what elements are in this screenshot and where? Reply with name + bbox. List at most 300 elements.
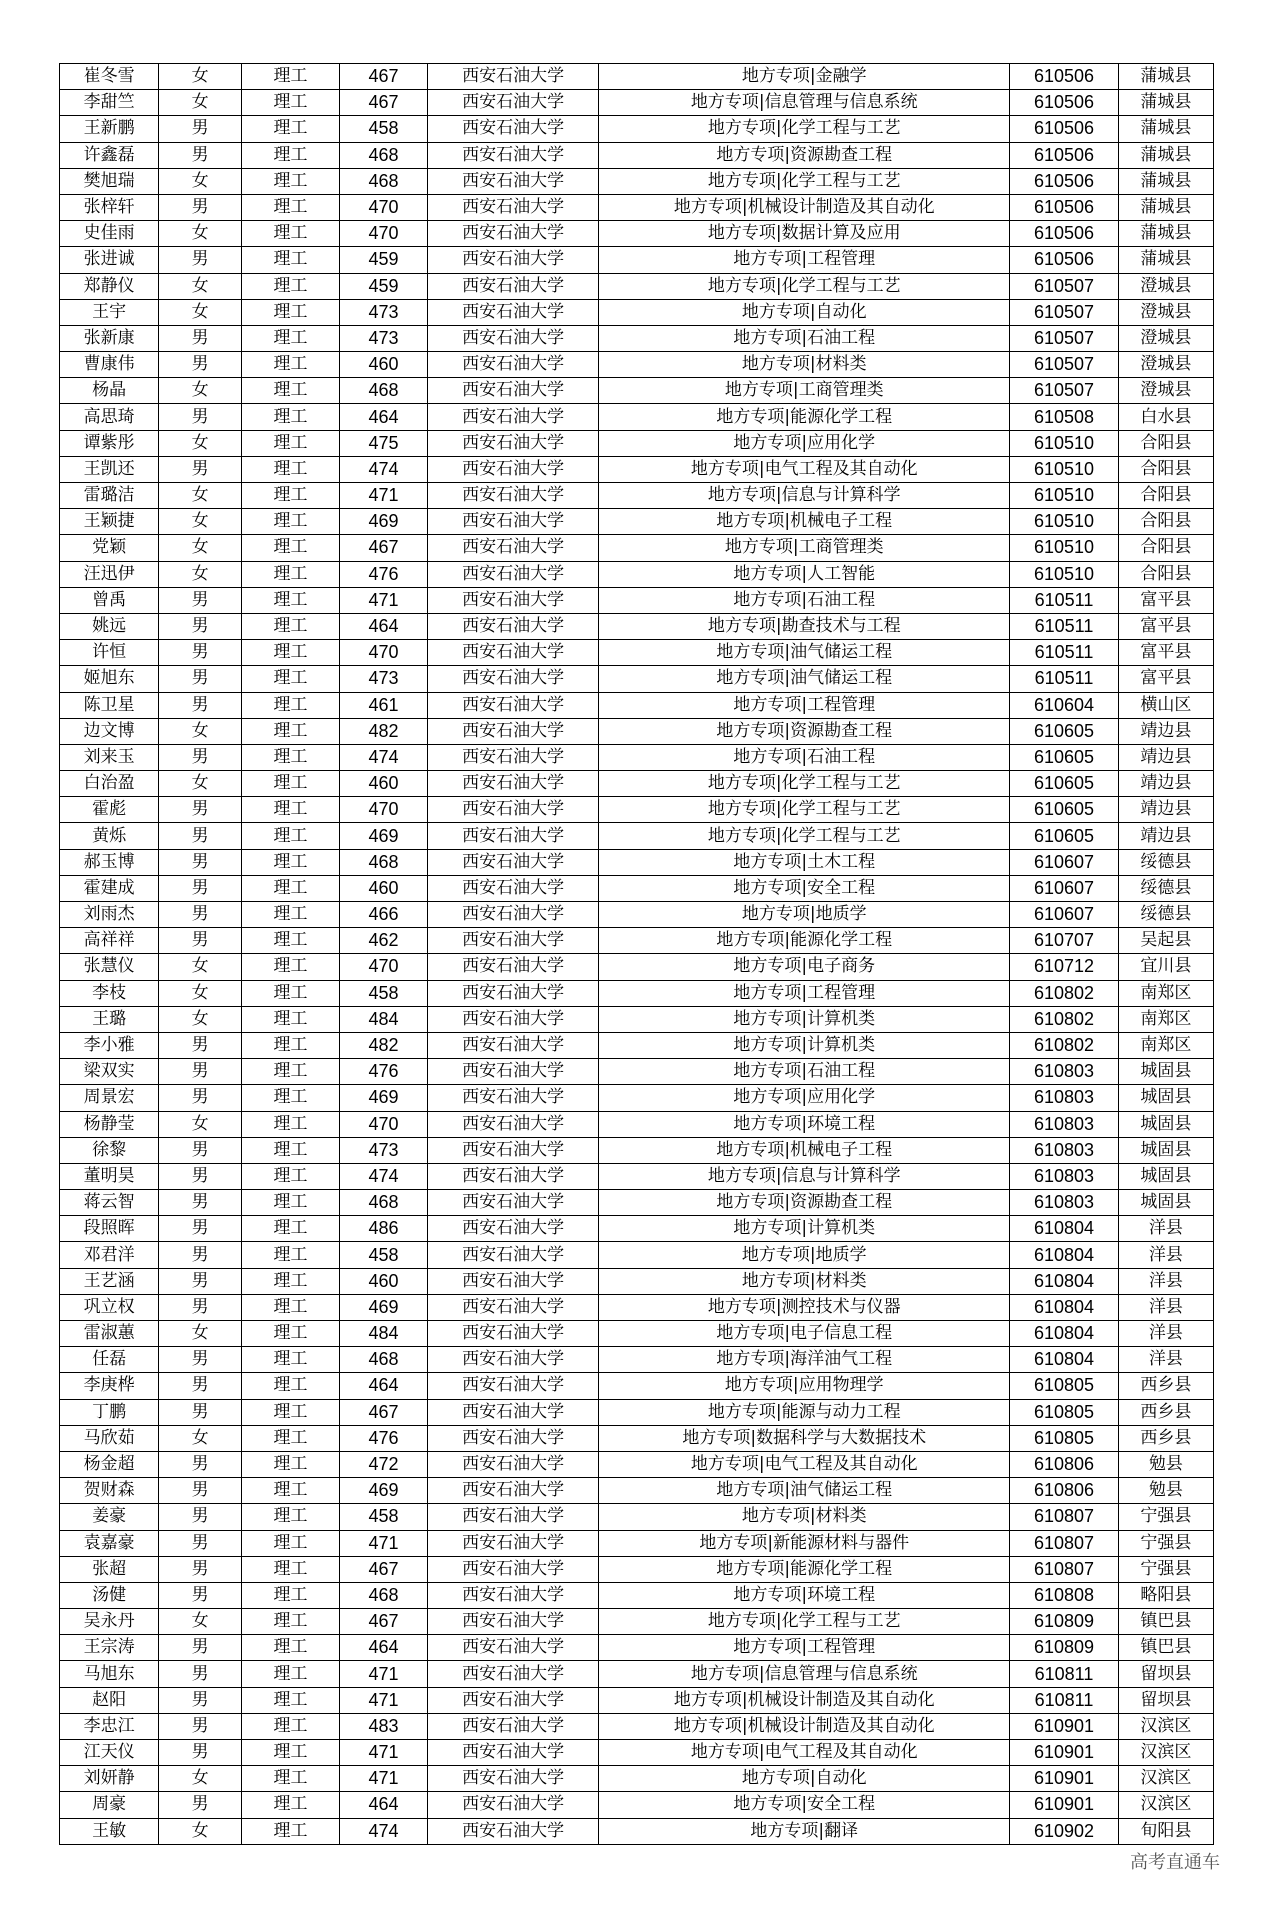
code-cell: 610809 [1010, 1635, 1119, 1661]
university-cell: 西安石油大学 [427, 1766, 598, 1792]
county-cell: 蒲城县 [1118, 247, 1213, 273]
university-cell: 西安石油大学 [427, 1059, 598, 1085]
code-cell: 610803 [1010, 1137, 1119, 1163]
category-cell: 理工 [241, 1451, 339, 1477]
table-row [60, 194, 1214, 220]
code-cell: 610803 [1010, 1163, 1119, 1189]
county-cell: 汉滨区 [1118, 1740, 1213, 1766]
county-cell: 富平县 [1118, 587, 1213, 613]
gender-cell: 男 [159, 194, 242, 220]
category-cell: 理工 [241, 378, 339, 404]
category-cell: 理工 [241, 1661, 339, 1687]
code-cell: 610510 [1010, 561, 1119, 587]
university-cell: 西安石油大学 [427, 1478, 598, 1504]
category-cell: 理工 [241, 142, 339, 168]
name-cell: 张慧仪 [60, 954, 159, 980]
gender-cell: 女 [159, 273, 242, 299]
name-cell: 边文博 [60, 718, 159, 744]
score-cell: 473 [340, 1137, 428, 1163]
name-cell: 曾禹 [60, 587, 159, 613]
university-cell: 西安石油大学 [427, 1190, 598, 1216]
county-cell: 洋县 [1118, 1242, 1213, 1268]
table-row [60, 1163, 1214, 1189]
name-cell: 雷璐洁 [60, 483, 159, 509]
university-cell: 西安石油大学 [427, 64, 598, 90]
county-cell: 西乡县 [1118, 1373, 1213, 1399]
name-cell: 樊旭瑞 [60, 168, 159, 194]
score-cell: 482 [340, 1032, 428, 1058]
table-row [60, 1635, 1214, 1661]
university-cell: 西安石油大学 [427, 430, 598, 456]
university-cell: 西安石油大学 [427, 666, 598, 692]
score-cell: 474 [340, 456, 428, 482]
table-row [60, 1661, 1214, 1687]
major-cell: 地方专项|工程管理 [599, 980, 1010, 1006]
gender-cell: 男 [159, 1032, 242, 1058]
university-cell: 西安石油大学 [427, 1687, 598, 1713]
major-cell: 地方专项|资源勘查工程 [599, 1190, 1010, 1216]
code-cell: 610805 [1010, 1399, 1119, 1425]
table-row [60, 483, 1214, 509]
university-cell: 西安石油大学 [427, 1582, 598, 1608]
score-cell: 473 [340, 666, 428, 692]
table-row [60, 587, 1214, 613]
table-row [60, 1268, 1214, 1294]
category-cell: 理工 [241, 640, 339, 666]
gender-cell: 女 [159, 954, 242, 980]
code-cell: 610811 [1010, 1661, 1119, 1687]
category-cell: 理工 [241, 273, 339, 299]
county-cell: 城固县 [1118, 1137, 1213, 1163]
university-cell: 西安石油大学 [427, 483, 598, 509]
code-cell: 610901 [1010, 1713, 1119, 1739]
code-cell: 610510 [1010, 456, 1119, 482]
university-cell: 西安石油大学 [427, 1085, 598, 1111]
score-cell: 470 [340, 797, 428, 823]
major-cell: 地方专项|工程管理 [599, 692, 1010, 718]
university-cell: 西安石油大学 [427, 90, 598, 116]
score-cell: 471 [340, 1661, 428, 1687]
county-cell: 横山区 [1118, 692, 1213, 718]
gender-cell: 男 [159, 1294, 242, 1320]
category-cell: 理工 [241, 692, 339, 718]
major-cell: 地方专项|自动化 [599, 299, 1010, 325]
code-cell: 610804 [1010, 1321, 1119, 1347]
table-row [60, 1399, 1214, 1425]
score-cell: 458 [340, 1504, 428, 1530]
county-cell: 宁强县 [1118, 1504, 1213, 1530]
table-row [60, 64, 1214, 90]
code-cell: 610506 [1010, 168, 1119, 194]
category-cell: 理工 [241, 666, 339, 692]
score-cell: 476 [340, 561, 428, 587]
name-cell: 刘雨杰 [60, 902, 159, 928]
code-cell: 610506 [1010, 247, 1119, 273]
university-cell: 西安石油大学 [427, 509, 598, 535]
university-cell: 西安石油大学 [427, 1268, 598, 1294]
county-cell: 白水县 [1118, 404, 1213, 430]
major-cell: 地方专项|勘查技术与工程 [599, 613, 1010, 639]
university-cell: 西安石油大学 [427, 613, 598, 639]
major-cell: 地方专项|信息管理与信息系统 [599, 90, 1010, 116]
name-cell: 姚远 [60, 613, 159, 639]
table-row [60, 1059, 1214, 1085]
university-cell: 西安石油大学 [427, 1504, 598, 1530]
table-row [60, 823, 1214, 849]
gender-cell: 男 [159, 352, 242, 378]
name-cell: 梁双实 [60, 1059, 159, 1085]
name-cell: 徐黎 [60, 1137, 159, 1163]
score-cell: 471 [340, 587, 428, 613]
score-cell: 470 [340, 194, 428, 220]
code-cell: 610605 [1010, 744, 1119, 770]
score-cell: 470 [340, 1111, 428, 1137]
code-cell: 610511 [1010, 613, 1119, 639]
name-cell: 马旭东 [60, 1661, 159, 1687]
county-cell: 汉滨区 [1118, 1713, 1213, 1739]
category-cell: 理工 [241, 194, 339, 220]
gender-cell: 女 [159, 1609, 242, 1635]
code-cell: 610707 [1010, 928, 1119, 954]
table-row [60, 561, 1214, 587]
score-cell: 469 [340, 1478, 428, 1504]
major-cell: 地方专项|化学工程与工艺 [599, 797, 1010, 823]
gender-cell: 男 [159, 823, 242, 849]
major-cell: 地方专项|机械设计制造及其自动化 [599, 1713, 1010, 1739]
category-cell: 理工 [241, 509, 339, 535]
table-row [60, 1137, 1214, 1163]
university-cell: 西安石油大学 [427, 1163, 598, 1189]
code-cell: 610508 [1010, 404, 1119, 430]
university-cell: 西安石油大学 [427, 1451, 598, 1477]
table-row [60, 666, 1214, 692]
county-cell: 蒲城县 [1118, 194, 1213, 220]
university-cell: 西安石油大学 [427, 797, 598, 823]
name-cell: 蒋云智 [60, 1190, 159, 1216]
score-cell: 473 [340, 325, 428, 351]
code-cell: 610806 [1010, 1451, 1119, 1477]
table-row [60, 1740, 1214, 1766]
major-cell: 地方专项|安全工程 [599, 1792, 1010, 1818]
score-cell: 475 [340, 430, 428, 456]
score-cell: 468 [340, 1582, 428, 1608]
name-cell: 段照晖 [60, 1216, 159, 1242]
code-cell: 610605 [1010, 771, 1119, 797]
name-cell: 丁鹏 [60, 1399, 159, 1425]
score-cell: 469 [340, 1085, 428, 1111]
code-cell: 610510 [1010, 483, 1119, 509]
name-cell: 马欣茹 [60, 1425, 159, 1451]
category-cell: 理工 [241, 221, 339, 247]
table-row [60, 535, 1214, 561]
category-cell: 理工 [241, 1163, 339, 1189]
category-cell: 理工 [241, 1609, 339, 1635]
category-cell: 理工 [241, 90, 339, 116]
category-cell: 理工 [241, 1190, 339, 1216]
major-cell: 地方专项|电子信息工程 [599, 1321, 1010, 1347]
code-cell: 610507 [1010, 299, 1119, 325]
category-cell: 理工 [241, 1792, 339, 1818]
score-cell: 464 [340, 1792, 428, 1818]
county-cell: 澄城县 [1118, 378, 1213, 404]
table-row [60, 299, 1214, 325]
score-cell: 467 [340, 1399, 428, 1425]
major-cell: 地方专项|计算机类 [599, 1216, 1010, 1242]
name-cell: 李小雅 [60, 1032, 159, 1058]
table-row [60, 1556, 1214, 1582]
score-cell: 468 [340, 849, 428, 875]
table-row [60, 1792, 1214, 1818]
category-cell: 理工 [241, 771, 339, 797]
gender-cell: 男 [159, 247, 242, 273]
gender-cell: 女 [159, 771, 242, 797]
gender-cell: 男 [159, 404, 242, 430]
name-cell: 杨静莹 [60, 1111, 159, 1137]
category-cell: 理工 [241, 116, 339, 142]
name-cell: 贺财森 [60, 1478, 159, 1504]
gender-cell: 男 [159, 744, 242, 770]
code-cell: 610511 [1010, 666, 1119, 692]
county-cell: 蒲城县 [1118, 142, 1213, 168]
name-cell: 霍建成 [60, 875, 159, 901]
gender-cell: 男 [159, 325, 242, 351]
category-cell: 理工 [241, 1504, 339, 1530]
major-cell: 地方专项|材料类 [599, 1504, 1010, 1530]
table-row [60, 247, 1214, 273]
table-row [60, 1006, 1214, 1032]
score-cell: 458 [340, 980, 428, 1006]
name-cell: 张进诚 [60, 247, 159, 273]
code-cell: 610605 [1010, 823, 1119, 849]
code-cell: 610607 [1010, 849, 1119, 875]
name-cell: 汤健 [60, 1582, 159, 1608]
code-cell: 610804 [1010, 1294, 1119, 1320]
category-cell: 理工 [241, 849, 339, 875]
category-cell: 理工 [241, 1635, 339, 1661]
county-cell: 旬阳县 [1118, 1818, 1213, 1844]
category-cell: 理工 [241, 1032, 339, 1058]
university-cell: 西安石油大学 [427, 771, 598, 797]
category-cell: 理工 [241, 561, 339, 587]
table-row [60, 273, 1214, 299]
code-cell: 610803 [1010, 1111, 1119, 1137]
table-row [60, 1321, 1214, 1347]
major-cell: 地方专项|信息与计算科学 [599, 1163, 1010, 1189]
code-cell: 610510 [1010, 535, 1119, 561]
score-cell: 461 [340, 692, 428, 718]
county-cell: 略阳县 [1118, 1582, 1213, 1608]
score-cell: 471 [340, 1530, 428, 1556]
score-cell: 486 [340, 1216, 428, 1242]
table-row [60, 1609, 1214, 1635]
table-row [60, 902, 1214, 928]
category-cell: 理工 [241, 1818, 339, 1844]
county-cell: 南郑区 [1118, 1032, 1213, 1058]
university-cell: 西安石油大学 [427, 1530, 598, 1556]
category-cell: 理工 [241, 797, 339, 823]
university-cell: 西安石油大学 [427, 1242, 598, 1268]
table-row [60, 1818, 1214, 1844]
major-cell: 地方专项|自动化 [599, 1766, 1010, 1792]
university-cell: 西安石油大学 [427, 247, 598, 273]
major-cell: 地方专项|海洋油气工程 [599, 1347, 1010, 1373]
gender-cell: 男 [159, 875, 242, 901]
code-cell: 610507 [1010, 378, 1119, 404]
name-cell: 许恒 [60, 640, 159, 666]
major-cell: 地方专项|数据科学与大数据技术 [599, 1425, 1010, 1451]
major-cell: 地方专项|翻译 [599, 1818, 1010, 1844]
code-cell: 610804 [1010, 1216, 1119, 1242]
major-cell: 地方专项|油气储运工程 [599, 1478, 1010, 1504]
major-cell: 地方专项|能源与动力工程 [599, 1399, 1010, 1425]
name-cell: 袁嘉豪 [60, 1530, 159, 1556]
major-cell: 地方专项|应用化学 [599, 1085, 1010, 1111]
name-cell: 王新鹏 [60, 116, 159, 142]
code-cell: 610902 [1010, 1818, 1119, 1844]
gender-cell: 男 [159, 1216, 242, 1242]
gender-cell: 男 [159, 1190, 242, 1216]
major-cell: 地方专项|环境工程 [599, 1111, 1010, 1137]
university-cell: 西安石油大学 [427, 535, 598, 561]
score-cell: 468 [340, 1190, 428, 1216]
county-cell: 蒲城县 [1118, 168, 1213, 194]
category-cell: 理工 [241, 1478, 339, 1504]
major-cell: 地方专项|信息管理与信息系统 [599, 1661, 1010, 1687]
table-row [60, 142, 1214, 168]
category-cell: 理工 [241, 325, 339, 351]
gender-cell: 男 [159, 1085, 242, 1111]
university-cell: 西安石油大学 [427, 221, 598, 247]
name-cell: 崔冬雪 [60, 64, 159, 90]
score-cell: 471 [340, 1740, 428, 1766]
university-cell: 西安石油大学 [427, 954, 598, 980]
name-cell: 张梓轩 [60, 194, 159, 220]
table-row [60, 797, 1214, 823]
county-cell: 南郑区 [1118, 1006, 1213, 1032]
major-cell: 地方专项|油气储运工程 [599, 666, 1010, 692]
county-cell: 绥德县 [1118, 902, 1213, 928]
major-cell: 地方专项|电子商务 [599, 954, 1010, 980]
major-cell: 地方专项|能源化学工程 [599, 404, 1010, 430]
category-cell: 理工 [241, 718, 339, 744]
university-cell: 西安石油大学 [427, 273, 598, 299]
gender-cell: 女 [159, 1321, 242, 1347]
major-cell: 地方专项|环境工程 [599, 1582, 1010, 1608]
name-cell: 许鑫磊 [60, 142, 159, 168]
code-cell: 610901 [1010, 1740, 1119, 1766]
code-cell: 610607 [1010, 902, 1119, 928]
category-cell: 理工 [241, 1740, 339, 1766]
county-cell: 澄城县 [1118, 325, 1213, 351]
major-cell: 地方专项|化学工程与工艺 [599, 116, 1010, 142]
county-cell: 宁强县 [1118, 1530, 1213, 1556]
category-cell: 理工 [241, 483, 339, 509]
category-cell: 理工 [241, 1216, 339, 1242]
university-cell: 西安石油大学 [427, 1006, 598, 1032]
score-cell: 460 [340, 771, 428, 797]
major-cell: 地方专项|能源化学工程 [599, 1556, 1010, 1582]
score-cell: 464 [340, 1635, 428, 1661]
code-cell: 610712 [1010, 954, 1119, 980]
table-row [60, 378, 1214, 404]
category-cell: 理工 [241, 954, 339, 980]
score-cell: 460 [340, 352, 428, 378]
gender-cell: 男 [159, 1530, 242, 1556]
category-cell: 理工 [241, 1242, 339, 1268]
table-row [60, 718, 1214, 744]
gender-cell: 男 [159, 1713, 242, 1739]
table-row [60, 980, 1214, 1006]
category-cell: 理工 [241, 587, 339, 613]
score-cell: 474 [340, 744, 428, 770]
category-cell: 理工 [241, 1530, 339, 1556]
gender-cell: 女 [159, 1766, 242, 1792]
university-cell: 西安石油大学 [427, 561, 598, 587]
university-cell: 西安石油大学 [427, 168, 598, 194]
university-cell: 西安石油大学 [427, 718, 598, 744]
code-cell: 610802 [1010, 1032, 1119, 1058]
county-cell: 富平县 [1118, 666, 1213, 692]
score-cell: 458 [340, 116, 428, 142]
name-cell: 汪迅伊 [60, 561, 159, 587]
name-cell: 陈卫星 [60, 692, 159, 718]
county-cell: 靖边县 [1118, 744, 1213, 770]
table-row [60, 1216, 1214, 1242]
category-cell: 理工 [241, 1111, 339, 1137]
major-cell: 地方专项|石油工程 [599, 587, 1010, 613]
gender-cell: 男 [159, 1268, 242, 1294]
score-cell: 470 [340, 954, 428, 980]
county-cell: 城固县 [1118, 1190, 1213, 1216]
score-cell: 464 [340, 613, 428, 639]
category-cell: 理工 [241, 875, 339, 901]
major-cell: 地方专项|新能源材料与器件 [599, 1530, 1010, 1556]
code-cell: 610506 [1010, 221, 1119, 247]
name-cell: 王璐 [60, 1006, 159, 1032]
code-cell: 610510 [1010, 430, 1119, 456]
county-cell: 靖边县 [1118, 823, 1213, 849]
county-cell: 西乡县 [1118, 1425, 1213, 1451]
major-cell: 地方专项|机械设计制造及其自动化 [599, 194, 1010, 220]
score-cell: 468 [340, 142, 428, 168]
major-cell: 地方专项|安全工程 [599, 875, 1010, 901]
table-row [60, 1687, 1214, 1713]
name-cell: 郝玉博 [60, 849, 159, 875]
code-cell: 610804 [1010, 1242, 1119, 1268]
university-cell: 西安石油大学 [427, 1373, 598, 1399]
university-cell: 西安石油大学 [427, 378, 598, 404]
code-cell: 610804 [1010, 1347, 1119, 1373]
code-cell: 610607 [1010, 875, 1119, 901]
category-cell: 理工 [241, 1268, 339, 1294]
table-row [60, 1582, 1214, 1608]
county-cell: 合阳县 [1118, 483, 1213, 509]
name-cell: 高思琦 [60, 404, 159, 430]
category-cell: 理工 [241, 1556, 339, 1582]
gender-cell: 女 [159, 168, 242, 194]
table-row [60, 928, 1214, 954]
score-cell: 483 [340, 1713, 428, 1739]
gender-cell: 女 [159, 1111, 242, 1137]
county-cell: 合阳县 [1118, 509, 1213, 535]
category-cell: 理工 [241, 1347, 339, 1373]
name-cell: 王凯还 [60, 456, 159, 482]
major-cell: 地方专项|资源勘查工程 [599, 142, 1010, 168]
university-cell: 西安石油大学 [427, 744, 598, 770]
category-cell: 理工 [241, 168, 339, 194]
code-cell: 610511 [1010, 640, 1119, 666]
county-cell: 汉滨区 [1118, 1766, 1213, 1792]
